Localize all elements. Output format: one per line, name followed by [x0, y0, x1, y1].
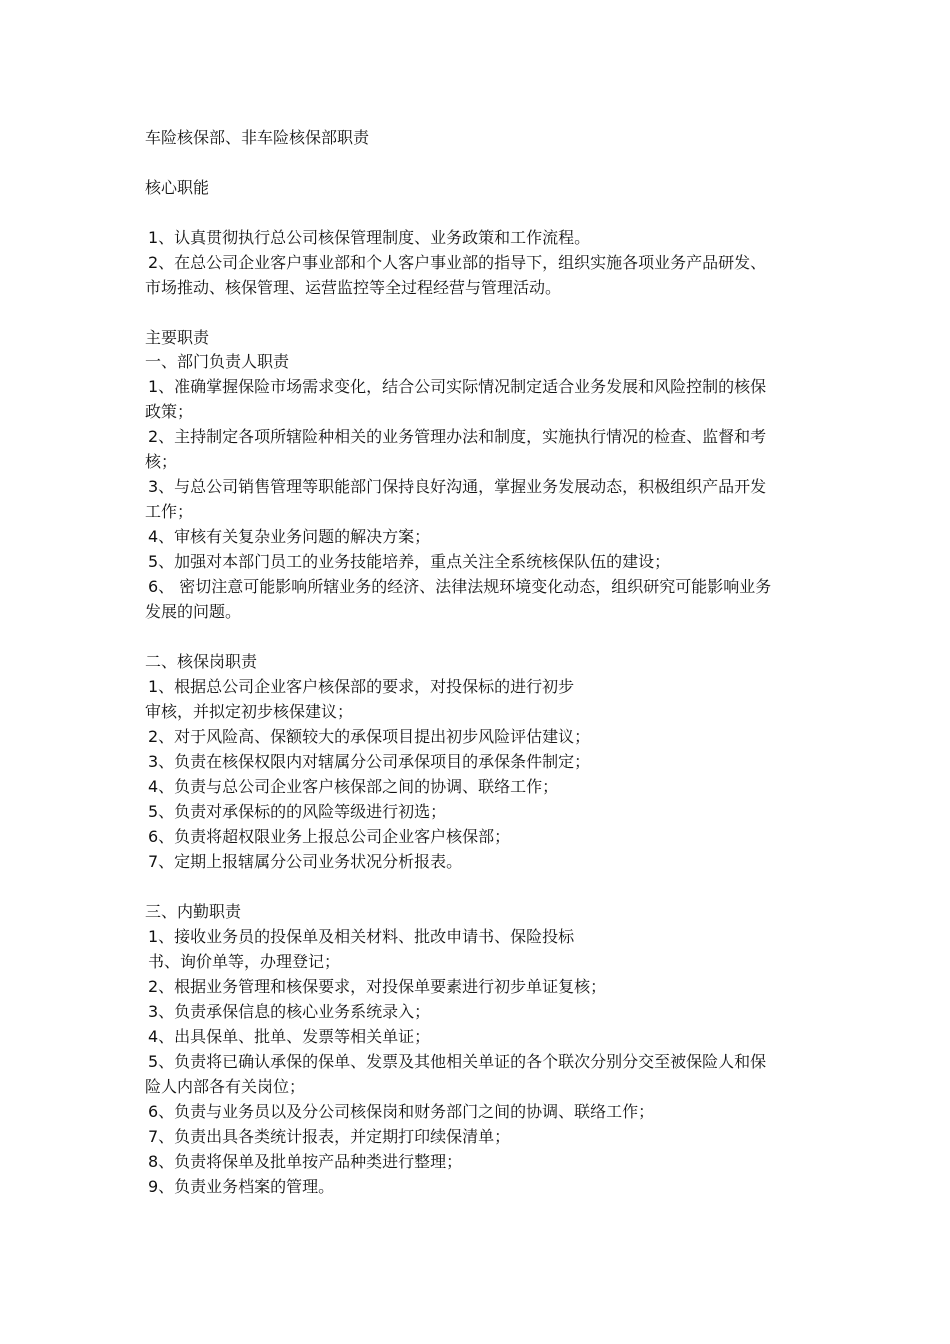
section-3-item-4: 4、出具保单、批单、发票等相关单证；: [148, 1027, 431, 1046]
section-1-item-6: 6、 密切注意可能影响所辖业务的经济、法律法规环境变化动态，组织研究可能影响业务: [148, 577, 772, 596]
section-1-item-3-cont: 工作；: [145, 502, 194, 521]
main-duties-heading: 主要职责: [145, 328, 210, 347]
section-2-item-1: 1、根据总公司企业客户核保部的要求，对投保标的进行初步: [148, 677, 575, 696]
section-1-item-2: 2、主持制定各项所辖险种相关的业务管理办法和制度，实施执行情况的检查、监督和考: [148, 427, 767, 446]
section-1-item-5: 5、加强对本部门员工的业务技能培养，重点关注全系统核保队伍的建设；: [148, 552, 671, 571]
section-2-item-4: 4、负责与总公司企业客户核保部之间的协调、联络工作；: [148, 777, 559, 796]
section-2-heading: 二、核保岗职责: [145, 652, 258, 671]
section-3-item-7: 7、负责出具各类统计报表，并定期打印续保清单；: [148, 1127, 511, 1146]
section-3-item-3: 3、负责承保信息的核心业务系统录入；: [148, 1002, 431, 1021]
section-2-item-3: 3、负责在核保权限内对辖属分公司承保项目的承保条件制定；: [148, 752, 591, 771]
section-1-item-6-cont: 发展的问题。: [145, 602, 242, 621]
section-3-item-2: 2、根据业务管理和核保要求，对投保单要素进行初步单证复核；: [148, 977, 607, 996]
section-1-item-2-cont: 核；: [145, 452, 178, 471]
section-1-item-1-cont: 政策；: [145, 402, 194, 421]
section-1-item-4: 4、审核有关复杂业务问题的解决方案；: [148, 527, 431, 546]
section-2-item-2: 2、对于风险高、保额较大的承保项目提出初步风险评估建议；: [148, 727, 591, 746]
core-item-1: 1、认真贯彻执行总公司核保管理制度、业务政策和工作流程。: [148, 228, 591, 247]
section-2-item-7: 7、定期上报辖属分公司业务状况分析报表。: [148, 852, 463, 871]
section-3-heading: 三、内勤职责: [145, 902, 242, 921]
section-1-heading: 一、部门负责人职责: [145, 352, 290, 371]
section-3-item-9: 9、负责业务档案的管理。: [148, 1177, 335, 1196]
section-2-item-1-cont: 审核，并拟定初步核保建议；: [145, 702, 354, 721]
section-3-item-8: 8、负责将保单及批单按产品种类进行整理；: [148, 1152, 463, 1171]
core-item-2-cont: 市场推动、核保管理、运营监控等全过程经营与管理活动。: [145, 278, 562, 297]
section-1-item-1: 1、准确掌握保险市场需求变化，结合公司实际情况制定适合业务发展和风险控制的核保: [148, 377, 767, 396]
core-functions-heading: 核心职能: [145, 178, 210, 197]
section-3-item-5: 5、负责将已确认承保的保单、发票及其他相关单证的各个联次分别分交至被保险人和保: [148, 1052, 767, 1071]
section-3-item-1: 1、接收业务员的投保单及相关材料、批改申请书、保险投标: [148, 927, 575, 946]
section-2-item-6: 6、负责将超权限业务上报总公司企业客户核保部；: [148, 827, 511, 846]
section-1-item-3: 3、与总公司销售管理等职能部门保持良好沟通，掌握业务发展动态，积极组织产品开发: [148, 477, 767, 496]
section-3-item-6: 6、负责与业务员以及分公司核保岗和财务部门之间的协调、联络工作；: [148, 1102, 655, 1121]
section-2-item-5: 5、负责对承保标的的风险等级进行初选；: [148, 802, 447, 821]
section-3-item-1-cont: 书、询价单等，办理登记；: [148, 952, 341, 971]
document-title: 车险核保部、非车险核保部职责: [145, 128, 370, 147]
section-3-item-5-cont: 险人内部各有关岗位；: [145, 1077, 306, 1096]
core-item-2: 2、在总公司企业客户事业部和个人客户事业部的指导下，组织实施各项业务产品研发、: [148, 253, 767, 272]
